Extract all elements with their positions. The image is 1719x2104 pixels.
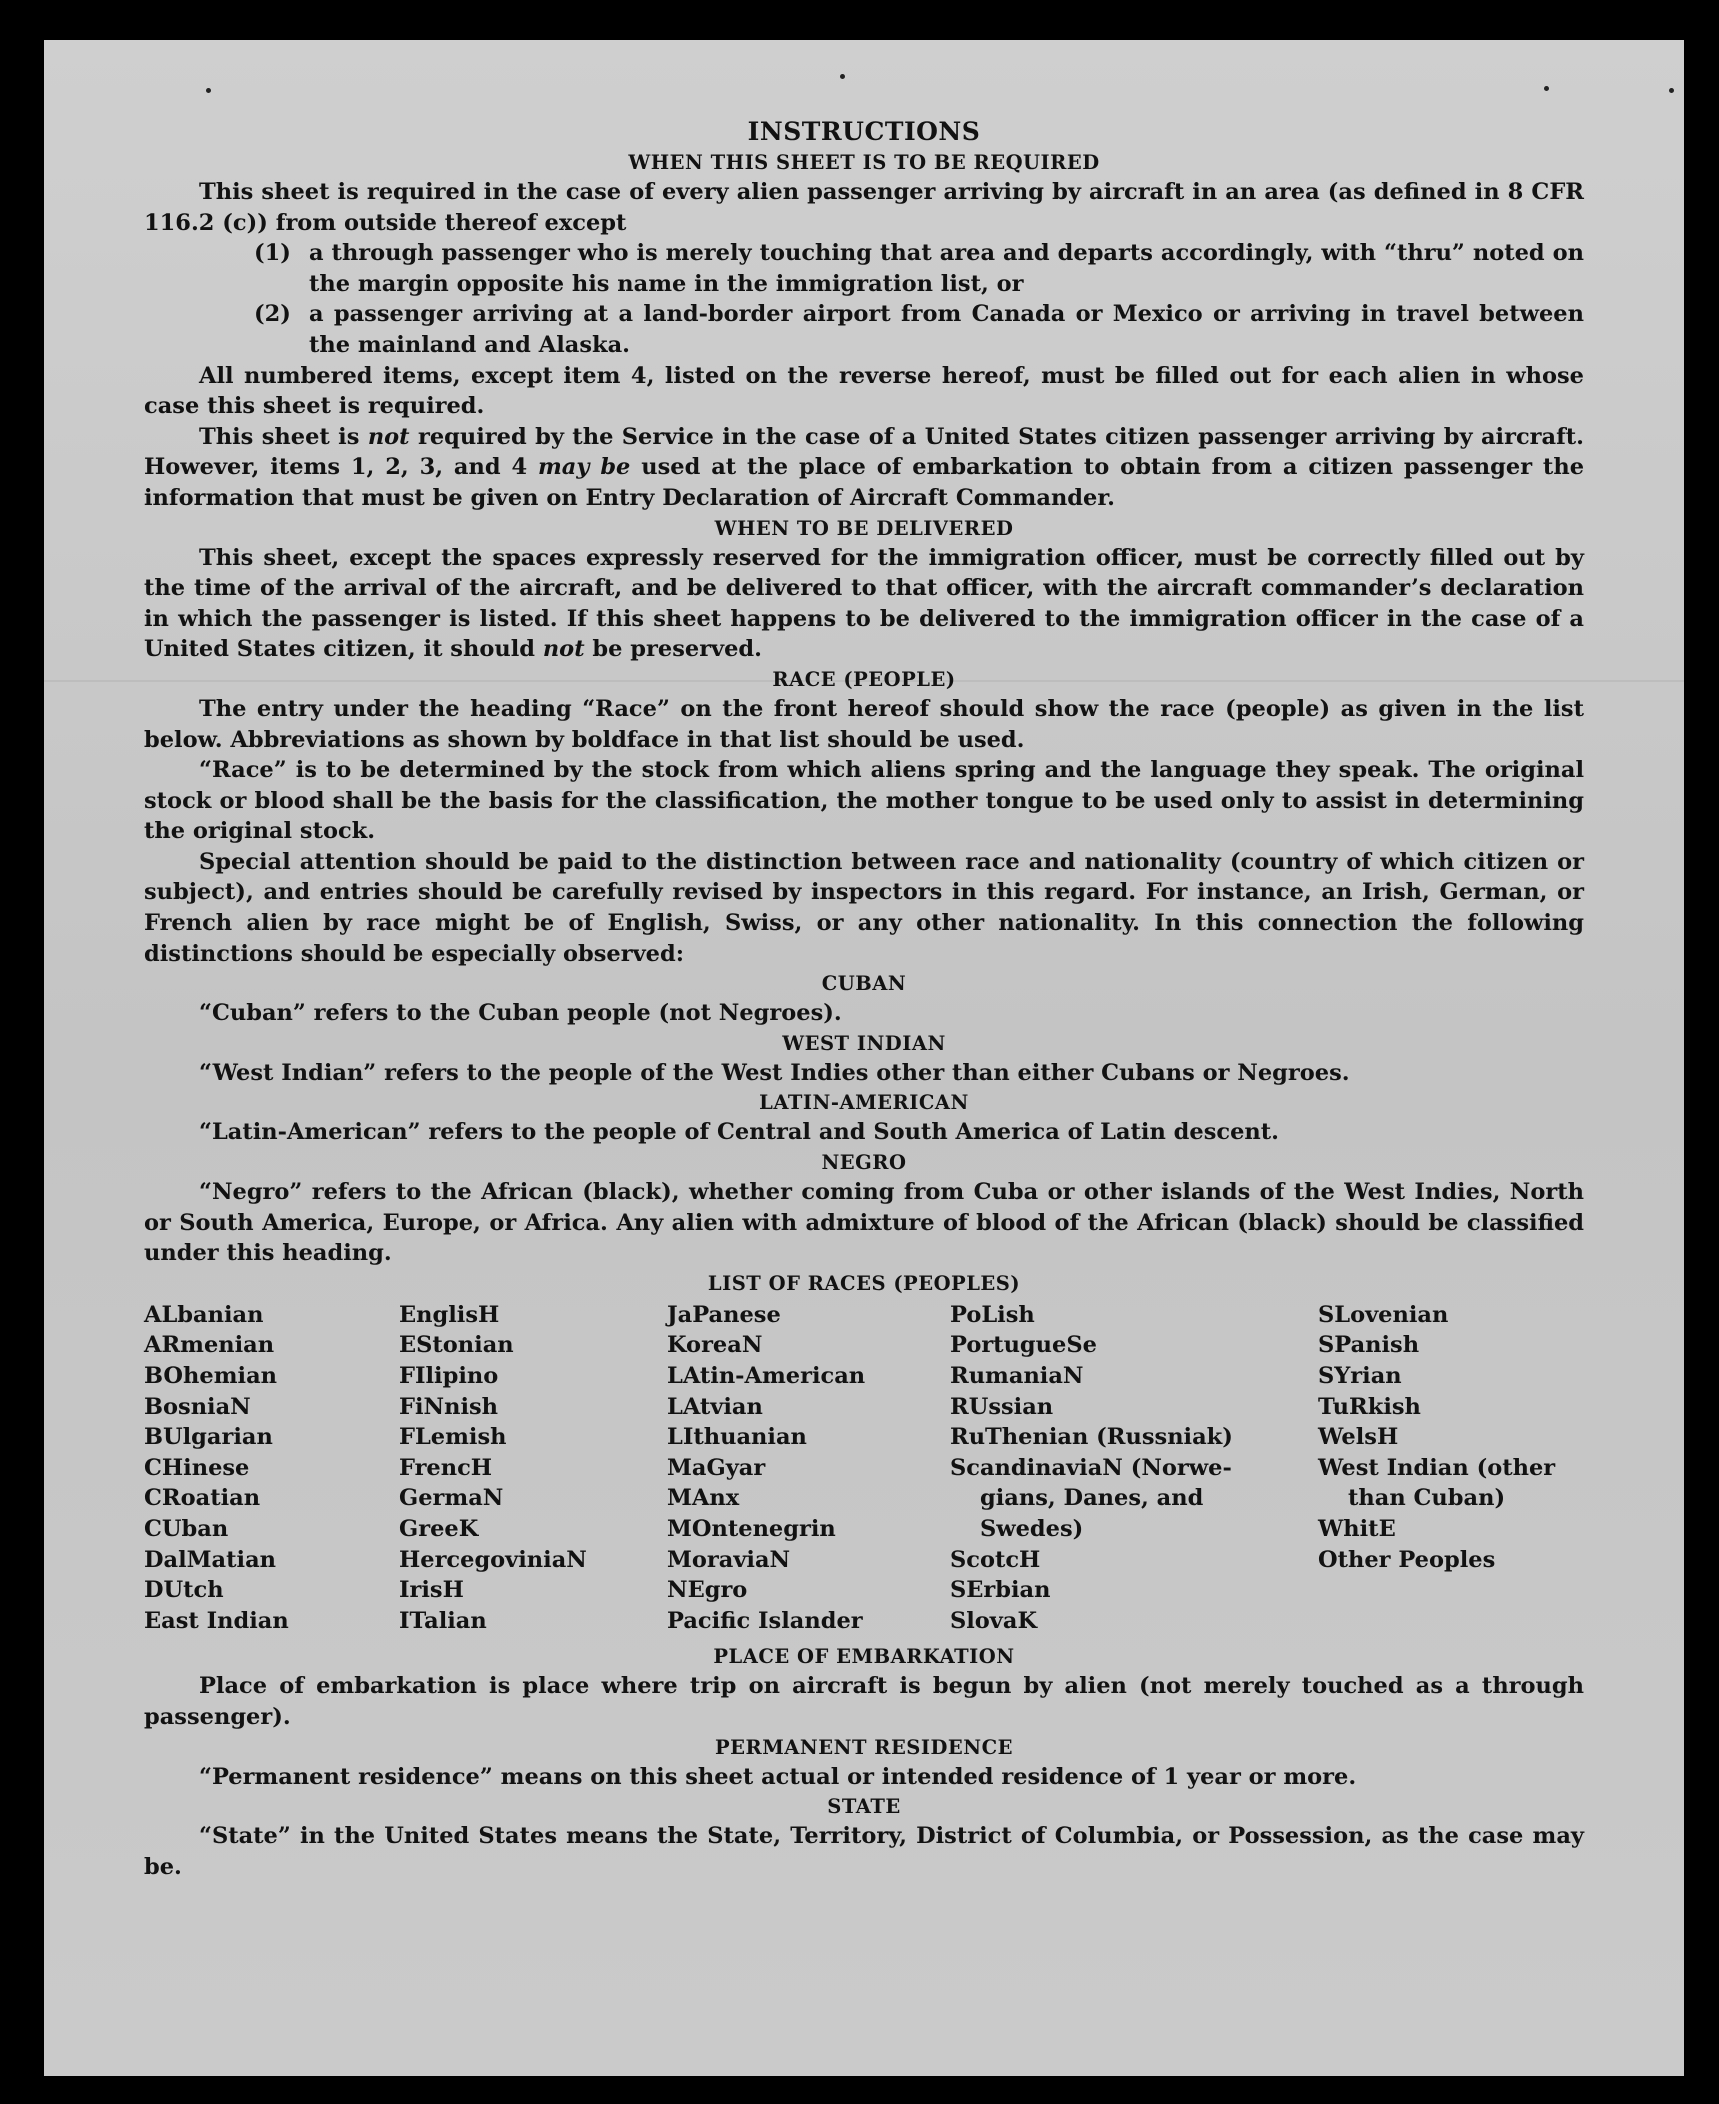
section-heading-cuban: CUBAN — [821, 972, 907, 996]
item-number: (1) — [254, 240, 291, 267]
paragraph: “Permanent residence” means on this sheet actual or intended residence of 1 year or more. — [199, 1763, 1357, 1790]
paragraph: Place of embarkation is place where trip on aircraft is begun by alien (not merely touched as a through passenger). — [144, 1673, 1584, 1730]
race-entry: SLovenian — [1318, 1301, 1449, 1328]
race-entry: MOntenegrin — [667, 1515, 836, 1542]
race-entry: EStonian — [399, 1332, 514, 1359]
race-entry: RUssian — [950, 1393, 1054, 1420]
race-entry: ITalian — [399, 1607, 487, 1634]
section-heading-delivered: WHEN TO BE DELIVERED — [714, 516, 1014, 540]
races-list — [144, 1300, 1584, 1637]
ink-speck — [1669, 88, 1674, 93]
race-entry: RumaniaN — [950, 1363, 1084, 1389]
races-column — [950, 1300, 1318, 1637]
race-entry: West Indian (other — [1318, 1454, 1556, 1481]
paragraph: The entry under the heading “Race” on the front hereof should show the race (people) as given in the list below. Abbreviations as shown by boldface in that list should be used. — [144, 695, 1584, 753]
text-run: used at the place of embarkation to obtain from a citizen passenger the information that must be given on Entry Declaration of Aircraft Commander. — [144, 454, 1585, 511]
race-entry: LAtvian — [667, 1393, 763, 1420]
race-entry: HercegoviniaN — [399, 1546, 587, 1573]
race-entry: SErbian — [950, 1577, 1051, 1604]
race-entry-continuation: Swedes) — [980, 1515, 1084, 1542]
race-entry: LIthuanian — [667, 1424, 807, 1451]
race-entry: SlovaK — [950, 1607, 1038, 1634]
race-entry: SPanish — [1318, 1332, 1420, 1359]
race-entry: ALbanian — [144, 1301, 264, 1328]
paragraph — [144, 422, 1584, 514]
race-entry: ARmenian — [144, 1332, 275, 1359]
ink-speck — [840, 74, 845, 79]
paragraph: All numbered items, except item 4, listed on the reverse hereof, must be filled out for each alien in whose case this sheet is required. — [144, 362, 1584, 420]
section-heading-list-of-races: LIST OF RACES (PEOPLES) — [707, 1271, 1021, 1295]
italic-text: not — [542, 636, 585, 663]
page-title: INSTRUCTIONS — [747, 117, 981, 146]
text-run: This sheet is — [199, 423, 368, 450]
races-column — [144, 1300, 399, 1637]
race-entry: MoraviaN — [667, 1546, 791, 1573]
race-entry-continuation: gians, Danes, and — [980, 1485, 1204, 1512]
item-text: a passenger arriving at a land-border airport from Canada or Mexico or arriving in travel between the mainland and Alaska. — [309, 301, 1584, 358]
race-entry: CRoatian — [144, 1485, 261, 1512]
race-entry: KoreaN — [667, 1332, 763, 1359]
races-column — [399, 1300, 667, 1637]
paragraph: “Race” is to be determined by the stock from which aliens spring and the language they speak. The original stock or blood shall be the basis for the classification, the mother tongue to be used only to assist in determining the original stock. — [144, 757, 1584, 845]
section-heading-residence: PERMANENT RESIDENCE — [714, 1735, 1013, 1759]
race-entry: CUban — [144, 1515, 229, 1542]
item-text: a through passenger who is merely touching that area and departs accordingly, with “thru” noted on the margin opposite his name in the immigration list, or — [309, 240, 1584, 297]
item-number: (2) — [254, 301, 291, 328]
italic-text: may be — [538, 454, 631, 481]
race-entry: PortugueSe — [950, 1332, 1097, 1359]
text-run: required by the Service in the case of a United States citizen passenger arriving by aircraft. However, items 1, 2, 3, and 4 — [144, 423, 1585, 481]
race-entry: SYrian — [1318, 1363, 1402, 1389]
race-entry: ScotcH — [950, 1546, 1041, 1573]
race-entry: IrisH — [399, 1577, 464, 1604]
paragraph: “Latin-American” refers to the people of Central and South America of Latin descent. — [199, 1119, 1279, 1146]
race-entry: JaPanese — [667, 1301, 781, 1328]
race-entry: GreeK — [399, 1515, 479, 1542]
race-entry: ScandinaviaN (Norwe- — [950, 1454, 1232, 1481]
race-entry: WelsH — [1318, 1424, 1399, 1451]
race-entry: NEgro — [667, 1577, 748, 1604]
list-item — [144, 238, 1584, 299]
section-heading-embarkation: PLACE OF EMBARKATION — [713, 1645, 1015, 1669]
paragraph: This sheet is required in the case of every alien passenger arriving by aircraft in an area (as defined in 8 CFR 116.2 (c)) from outside thereof except — [144, 179, 1584, 236]
race-entry: TuRkish — [1318, 1393, 1421, 1420]
race-entry: RuThenian (Russniak) — [950, 1424, 1233, 1451]
paragraph: Special attention should be paid to the distinction between race and nationality (country of which citizen or subject), and entries should be carefully revised by inspectors in this regard. For instance, an Irish, German, or French alien by race might be of English, Swiss, or any other nationality. In this connection the following distinctions should be especially observed: — [144, 848, 1584, 967]
instructions-text — [144, 116, 1584, 1882]
section-heading-state: STATE — [827, 1795, 901, 1819]
race-entry: Pacific Islander — [667, 1607, 863, 1634]
race-entry: DalMatian — [144, 1546, 277, 1573]
section-heading-west-indian: WEST INDIAN — [782, 1031, 946, 1055]
text-run: This sheet, except the spaces expressly reserved for the immigration officer, must be correctly filled out by the time of the arrival of the aircraft, and be delivered to that officer, with the aircraft commander’s declaration in which the passenger is listed. If this sheet happens to be delivered to the immigration officer in the case of a United States citizen, it should — [144, 544, 1584, 663]
text-run: be preserved. — [584, 636, 763, 663]
section-heading-negro: NEGRO — [821, 1151, 907, 1175]
race-entry: DUtch — [144, 1577, 224, 1604]
race-entry: CHinese — [144, 1454, 250, 1481]
race-entry: BUlgarian — [144, 1424, 273, 1451]
race-entry: WhitE — [1318, 1515, 1396, 1542]
race-entry: MaGyar — [667, 1454, 766, 1481]
races-column — [667, 1300, 950, 1637]
race-entry: PoLish — [950, 1301, 1035, 1328]
paragraph: “State” in the United States means the State, Territory, District of Columbia, or Possession, as the case may be. — [144, 1823, 1584, 1880]
race-entry: MAnx — [667, 1485, 740, 1512]
race-entry-continuation: than Cuban) — [1348, 1485, 1506, 1512]
ink-speck — [1544, 86, 1549, 91]
race-entry: LAtin-American — [667, 1363, 866, 1389]
race-entry: FiNnish — [399, 1393, 499, 1420]
race-entry: FrencH — [399, 1454, 493, 1481]
section-heading-when-required: WHEN THIS SHEET IS TO BE REQUIRED — [628, 151, 1100, 174]
paragraph: “West Indian” refers to the people of the West Indies other than either Cubans or Negroes. — [199, 1059, 1350, 1086]
races-column — [1318, 1300, 1584, 1637]
paragraph: “Negro” refers to the African (black), whether coming from Cuba or other islands of the West Indies, North or South America, Europe, or Africa. Any alien with admixture of blood of the African (black) should be classified under this heading. — [144, 1179, 1584, 1267]
ink-speck — [206, 88, 211, 93]
italic-text: not — [367, 423, 410, 450]
list-item — [144, 299, 1584, 360]
race-entry: GermaN — [399, 1485, 504, 1512]
race-entry: East Indian — [144, 1607, 289, 1634]
race-entry: EnglisH — [399, 1301, 500, 1328]
paragraph — [144, 543, 1584, 665]
race-entry: BosniaN — [144, 1393, 251, 1420]
race-entry: FIlipino — [399, 1363, 499, 1389]
race-entry: FLemish — [399, 1424, 507, 1451]
document-page — [44, 40, 1684, 2076]
paragraph: “Cuban” refers to the Cuban people (not Negroes). — [199, 1000, 842, 1027]
section-heading-latin-american: LATIN-AMERICAN — [759, 1091, 969, 1115]
race-entry: Other Peoples — [1318, 1546, 1496, 1573]
section-heading-race: RACE (PEOPLE) — [772, 667, 956, 691]
race-entry: BOhemian — [144, 1363, 278, 1389]
